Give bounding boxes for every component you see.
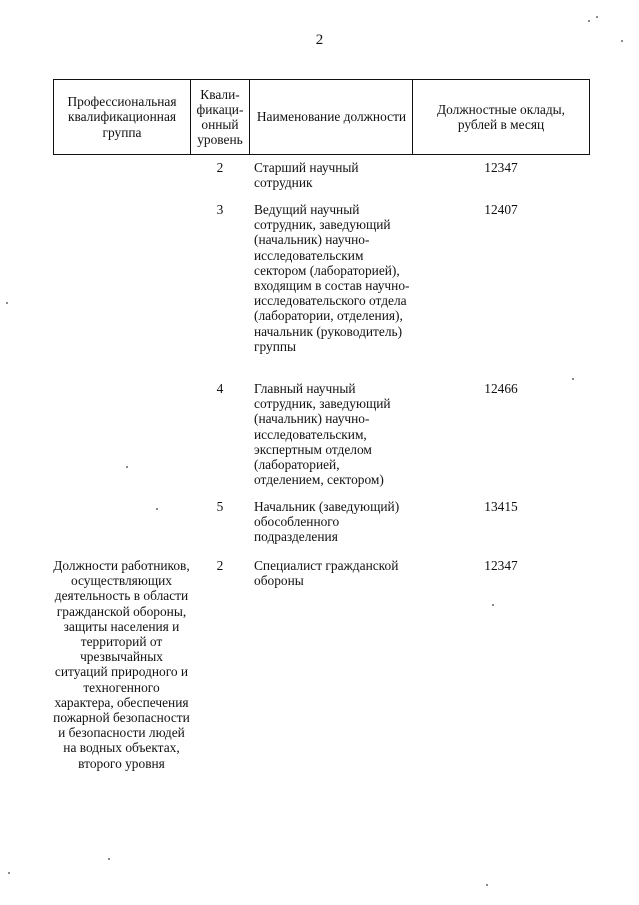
- scan-speck: [156, 508, 158, 510]
- row-1-salary: 12347: [484, 160, 518, 175]
- row-4-salary: 13415: [484, 499, 518, 514]
- header-position: Наименование должности: [256, 109, 407, 125]
- col-border-3: [412, 79, 413, 155]
- row-5-group: Должности работников, осуществляющих деятельность в области гражданской обороны, защиты населения и территорий от чрезвычайных ситуаций природного и техногенного характера, обеспечения пожарной безопасности и безопасности людей на водных объектах, второго уровня: [53, 558, 190, 771]
- scan-speck: [492, 604, 494, 606]
- row-4-level: 5: [216, 499, 224, 514]
- col-border-4: [589, 79, 590, 155]
- header-level: Квали-фикаци-онный уровень: [196, 86, 244, 148]
- scan-speck: [572, 378, 574, 380]
- row-1-position: Старший научный сотрудник: [254, 160, 359, 191]
- row-5-level: 2: [216, 558, 224, 573]
- page-number: 2: [315, 32, 324, 48]
- scan-speck: [596, 16, 598, 18]
- header-bottom-border: [53, 154, 590, 155]
- scan-speck: [6, 302, 8, 304]
- header-group: Профессиональная квалификационная группа: [67, 94, 177, 140]
- row-3-position: Главный научный сотрудник, заведующий (начальник) научно-исследовательским, экспертным отделом (лабораторией, отделением, сектором): [254, 381, 391, 488]
- row-5-position: Специалист гражданской обороны: [254, 558, 399, 589]
- row-2-salary: 12407: [484, 202, 518, 217]
- row-4-position: Начальник (заведующий) обособленного подразделения: [254, 499, 400, 545]
- row-2-level: 3: [216, 202, 224, 217]
- scan-speck: [108, 858, 110, 860]
- header-salary: Должностные оклады, рублей в месяц: [436, 101, 565, 132]
- scan-speck: [486, 884, 488, 886]
- row-5-salary: 12347: [484, 558, 518, 573]
- row-3-level: 4: [216, 381, 224, 396]
- row-2-position: Ведущий научный сотрудник, заведующий (начальник) научно-исследовательским сектором (лабораторией), входящим в состав научно-исследовательского отдела (лаборатории, отделения), начальник (руководитель) группы: [254, 202, 410, 354]
- col-border-1: [190, 79, 191, 155]
- row-1-level: 2: [216, 160, 224, 175]
- scan-speck: [588, 20, 590, 22]
- col-border-0: [53, 79, 54, 155]
- scan-speck: [126, 466, 128, 468]
- col-border-2: [249, 79, 250, 155]
- scan-speck: [621, 40, 623, 42]
- scan-speck: [8, 872, 10, 874]
- row-3-salary: 12466: [484, 381, 518, 396]
